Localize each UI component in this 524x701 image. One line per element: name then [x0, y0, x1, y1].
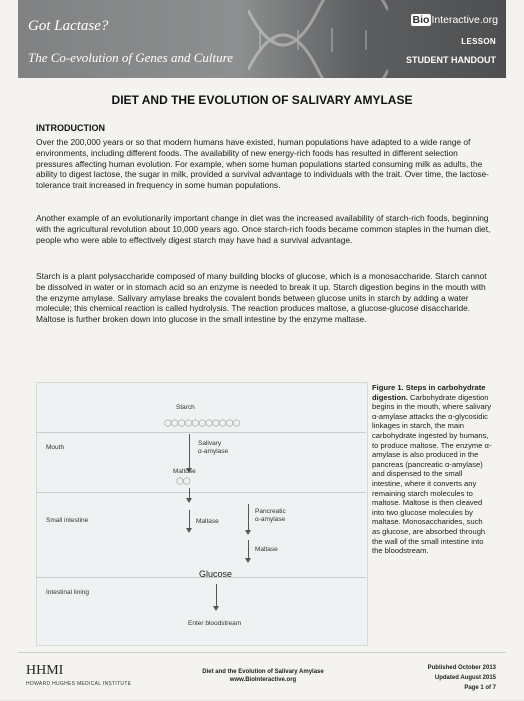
glucose-label: Glucose: [199, 569, 233, 579]
maltose-icon: ⬡⬡: [176, 476, 190, 486]
arrow-down-icon: [213, 606, 219, 611]
published-date: Published October 2013: [427, 665, 496, 671]
maltase-label: Maltase: [196, 518, 219, 525]
region-label-intestinal-lining: Intestinal lining: [46, 589, 89, 596]
logo-mark: Bio: [412, 14, 430, 26]
figure-caption: [372, 383, 492, 556]
paragraph-3: Starch is a plant polysaccharide composed of many building blocks of glucose, which is a monosaccharide. Starch cannot be dissolved in water or in stomach acid so an enzyme is needed to break it up. Starch digestion begins in the mouth with the enzyme amylase. Salivary amylase breaks the covalent bonds between glucose units in starch by adding a water molecule; this chemical reaction is called hydrolysis. The reaction produces maltose, a glucose-glucose disaccharide. Maltose is further broken down into glucose in the small intestine by the enzyme maltase.: [36, 271, 487, 325]
page-number: Page 1 of 7: [464, 685, 496, 691]
pancreatic-amylase-label: α-amylase: [255, 516, 286, 523]
paragraph-2: Another example of an evolutionarily important change in diet was the increased availability of starch-rich foods, beginning with the agricultural revolution about 10,000 years ago. Once starch-rich foods became common staples in the human diet, people who were able to effectively digest starch may have had a survival advantage.: [36, 213, 491, 245]
region-label-small-intestine: Small intestine: [46, 517, 89, 524]
hhmi-logo: HHMI: [26, 663, 64, 678]
arrow-line: [248, 540, 249, 560]
arrow-down-icon: [186, 498, 192, 503]
biointeractive-logo: [411, 14, 498, 26]
arrow-down-icon: [186, 528, 192, 533]
starch-chain-icon: ⬡⬡⬡⬡⬡⬡⬡⬡⬡⬡⬡: [164, 418, 240, 428]
logo-text: Interactive.org: [431, 14, 498, 26]
series-subtitle: The Co-evolution of Genes and Culture: [28, 50, 233, 65]
arrow-down-icon: [245, 530, 251, 535]
footer-url[interactable]: www.BioInteractive.org: [229, 677, 297, 683]
figure-caption-title: Figure 1. Steps in carbohydrate digestion.: [372, 383, 486, 402]
maltose-label: Maltose: [173, 468, 196, 475]
figure-caption-text: Carbohydrate digestion begins in the mouth, where salivary α-amylase attacks the α-glycosidic linkages in starch, the main carbohydrate ingested by humans, to produce maltose. The enzyme α-amylase is also produced in the pancreas (pancreatic α-amylase) and dispensed to the small intestine, where it converts any remaining starch molecules to maltose. Maltose is then cleaved into two glucose molecules by maltase. Monosaccharides, such as glucose, are absorbed through the wall of the small intestine into the bloodstream.: [372, 392, 492, 556]
lesson-label: LESSON: [461, 37, 496, 46]
salivary-amylase-label: α-amylase: [198, 448, 229, 455]
header-banner: [18, 0, 506, 78]
series-title: Got Lactase?: [28, 18, 109, 34]
starch-label: Starch: [176, 404, 195, 411]
arrow-line: [248, 504, 249, 532]
arrow-down-icon: [245, 558, 251, 563]
paragraph-1: Over the 200,000 years or so that modern humans have existed, human populations have adapted to a wide range of environments, including different foods. The availability of new energy-rich foods has resulted in different selection pressures affecting human evolution. For example, when some human populations started consuming milk as adults, the ability to digest lactose, the sugar in milk, provided a survival advantage to individuals with the trait. Over time, the lactose-tolerance trait increased in frequency in some human populations.: [36, 137, 489, 191]
student-handout-label: STUDENT HANDOUT: [406, 55, 496, 65]
page-footer: [18, 652, 506, 701]
document-title: DIET AND THE EVOLUTION OF SALIVARY AMYLASE: [111, 93, 413, 107]
hhmi-full-name: HOWARD HUGHES MEDICAL INSTITUTE: [26, 681, 132, 687]
pancreatic-amylase-label: Pancreatic: [255, 508, 286, 515]
footer-document-title: Diet and the Evolution of Salivary Amylase: [202, 669, 324, 675]
salivary-amylase-label: Salivary: [198, 440, 222, 447]
maltase-label-2: Maltase: [255, 546, 278, 553]
region-divider: [36, 492, 366, 493]
region-divider: [36, 432, 366, 433]
arrow-line: [189, 434, 190, 470]
arrow-line: [189, 510, 190, 530]
section-heading: INTRODUCTION: [36, 123, 105, 133]
arrow-line: [216, 584, 217, 608]
updated-date: Updated August 2015: [434, 675, 496, 681]
digestion-figure: [36, 382, 366, 644]
enter-bloodstream-label: Enter bloodstream: [188, 620, 242, 627]
dna-helix-graphic: [248, 0, 388, 78]
publication-info: [428, 663, 496, 693]
region-label-mouth: Mouth: [46, 444, 65, 451]
